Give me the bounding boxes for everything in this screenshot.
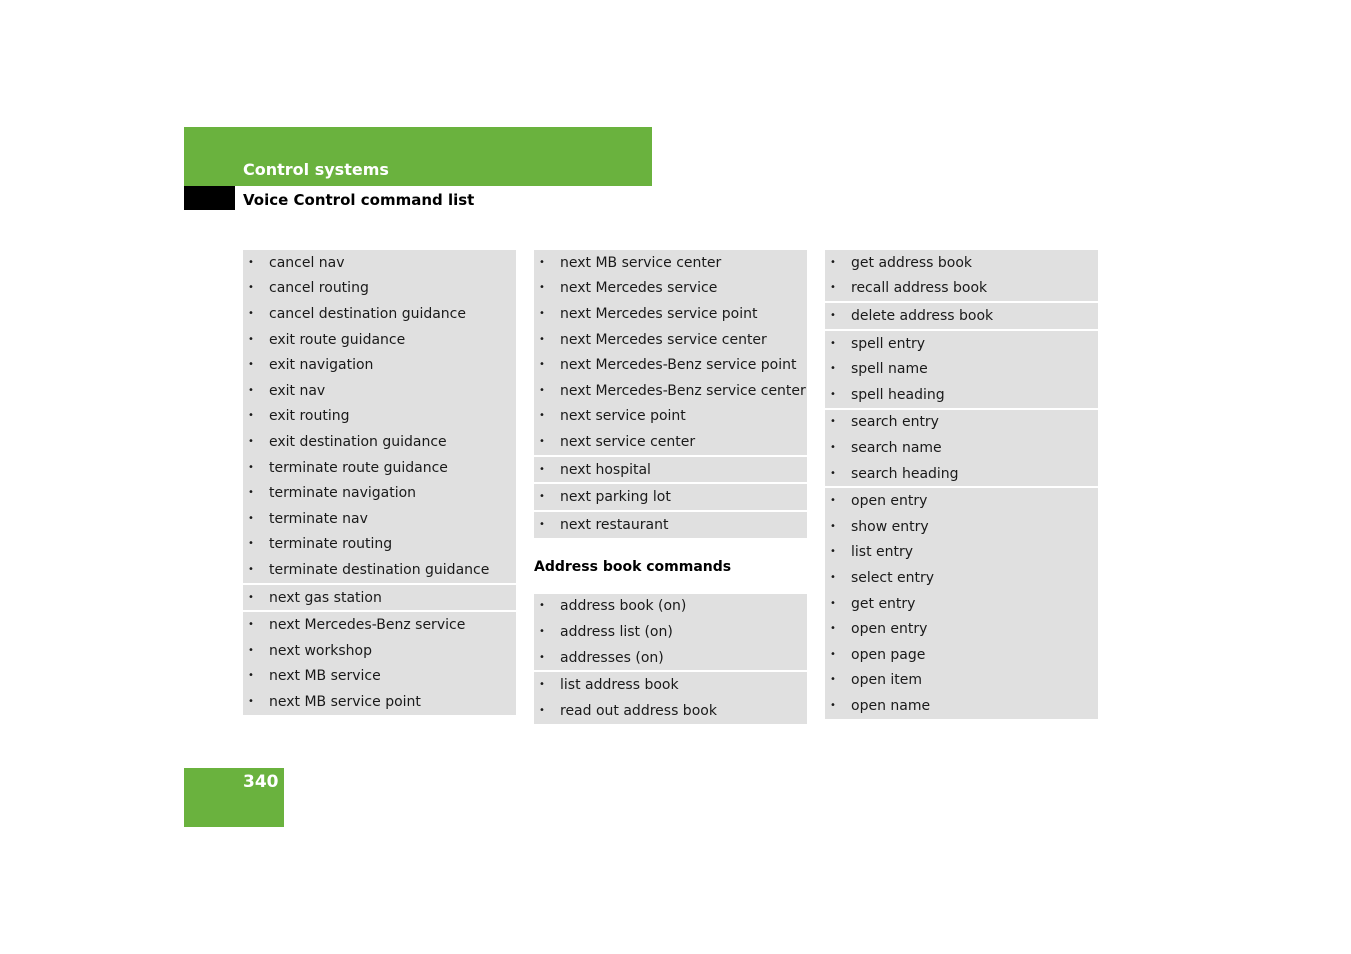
command-text: delete address book bbox=[851, 307, 994, 324]
bullet-icon: • bbox=[539, 307, 545, 319]
list-item bbox=[825, 250, 1098, 276]
list-item bbox=[534, 594, 807, 620]
command-text: exit destination guidance bbox=[269, 433, 447, 450]
bullet-icon: • bbox=[830, 623, 836, 635]
bullet-icon: • bbox=[830, 495, 836, 507]
command-text: get address book bbox=[851, 254, 973, 271]
list-item bbox=[534, 619, 807, 645]
command-text: next service center bbox=[560, 433, 696, 450]
list-item bbox=[534, 276, 807, 302]
bullet-icon: • bbox=[248, 282, 254, 294]
list-item bbox=[825, 591, 1098, 617]
bullet-icon: • bbox=[830, 597, 836, 609]
page-title: Voice Control command list bbox=[243, 191, 475, 209]
command-group bbox=[243, 250, 516, 583]
list-item bbox=[243, 404, 516, 430]
command-text: open name bbox=[851, 697, 931, 714]
list-item bbox=[243, 532, 516, 558]
command-text: exit routing bbox=[269, 408, 350, 425]
command-text: open item bbox=[851, 672, 923, 689]
list-item bbox=[825, 642, 1098, 668]
list-item bbox=[825, 382, 1098, 408]
bullet-icon: • bbox=[248, 410, 254, 422]
command-text: read out address book bbox=[560, 702, 717, 719]
command-text: cancel destination guidance bbox=[269, 305, 466, 322]
bullet-icon: • bbox=[830, 309, 836, 321]
command-column-1 bbox=[243, 250, 516, 715]
command-text: spell heading bbox=[851, 386, 945, 403]
bullet-icon: • bbox=[830, 337, 836, 349]
command-text: next Mercedes service point bbox=[560, 305, 758, 322]
bullet-icon: • bbox=[539, 410, 545, 422]
bullet-icon: • bbox=[248, 591, 254, 603]
bullet-icon: • bbox=[539, 359, 545, 371]
bullet-icon: • bbox=[830, 363, 836, 375]
command-text: next Mercedes service bbox=[560, 280, 718, 297]
command-group bbox=[534, 484, 807, 510]
bullet-icon: • bbox=[248, 538, 254, 550]
bullet-icon: • bbox=[248, 670, 254, 682]
list-item bbox=[825, 356, 1098, 382]
bullet-icon: • bbox=[830, 699, 836, 711]
list-item bbox=[825, 616, 1098, 642]
bullet-icon: • bbox=[248, 695, 254, 707]
command-text: address list (on) bbox=[560, 623, 673, 640]
bullet-icon: • bbox=[248, 512, 254, 524]
list-item bbox=[243, 638, 516, 664]
command-text: cancel routing bbox=[269, 280, 369, 297]
list-item bbox=[243, 250, 516, 276]
list-item bbox=[243, 689, 516, 715]
bullet-icon: • bbox=[830, 520, 836, 532]
bullet-icon: • bbox=[830, 416, 836, 428]
command-text: search name bbox=[851, 439, 942, 456]
list-item bbox=[243, 327, 516, 353]
command-text: open page bbox=[851, 646, 926, 663]
command-text: next workshop bbox=[269, 642, 372, 659]
bullet-icon: • bbox=[539, 384, 545, 396]
list-item bbox=[825, 565, 1098, 591]
command-text: search heading bbox=[851, 465, 959, 482]
command-text: terminate route guidance bbox=[269, 459, 448, 476]
list-item bbox=[534, 352, 807, 378]
bullet-icon: • bbox=[830, 282, 836, 294]
list-item bbox=[825, 276, 1098, 302]
bullet-icon: • bbox=[539, 600, 545, 612]
list-item bbox=[534, 672, 807, 698]
bullet-icon: • bbox=[830, 256, 836, 268]
command-text: terminate routing bbox=[269, 536, 393, 553]
command-text: next service point bbox=[560, 408, 686, 425]
command-text: show entry bbox=[851, 518, 929, 535]
bullet-icon: • bbox=[248, 461, 254, 473]
list-item bbox=[825, 331, 1098, 357]
list-item bbox=[243, 585, 516, 611]
list-item bbox=[243, 276, 516, 302]
bullet-icon: • bbox=[830, 441, 836, 453]
command-text: next restaurant bbox=[560, 516, 669, 533]
command-group bbox=[534, 512, 807, 538]
command-group bbox=[825, 331, 1098, 408]
command-text: next MB service point bbox=[269, 693, 421, 710]
bullet-icon: • bbox=[830, 388, 836, 400]
command-group bbox=[825, 410, 1098, 487]
bullet-icon: • bbox=[539, 704, 545, 716]
list-item bbox=[243, 480, 516, 506]
bullet-icon: • bbox=[539, 435, 545, 447]
command-group bbox=[534, 457, 807, 483]
command-group bbox=[243, 585, 516, 611]
bullet-icon: • bbox=[248, 333, 254, 345]
command-text: next MB service bbox=[269, 668, 381, 685]
command-group bbox=[825, 250, 1098, 301]
command-text: exit nav bbox=[269, 382, 326, 399]
command-text: next MB service center bbox=[560, 254, 722, 271]
bullet-icon: • bbox=[539, 651, 545, 663]
list-item bbox=[243, 429, 516, 455]
list-item bbox=[534, 250, 807, 276]
command-text: address book (on) bbox=[560, 598, 687, 615]
bullet-icon: • bbox=[539, 625, 545, 637]
command-text: next Mercedes-Benz service center bbox=[560, 382, 806, 399]
command-group bbox=[825, 488, 1098, 718]
bullet-icon: • bbox=[830, 546, 836, 558]
command-text: next hospital bbox=[560, 461, 651, 478]
list-item bbox=[825, 488, 1098, 514]
list-item bbox=[534, 457, 807, 483]
command-text: next Mercedes service center bbox=[560, 331, 767, 348]
bullet-icon: • bbox=[539, 518, 545, 530]
bullet-icon: • bbox=[248, 256, 254, 268]
bullet-icon: • bbox=[830, 674, 836, 686]
command-group bbox=[534, 250, 807, 455]
list-item bbox=[534, 484, 807, 510]
command-text: list entry bbox=[851, 544, 914, 561]
command-text: get entry bbox=[851, 595, 916, 612]
list-item bbox=[243, 378, 516, 404]
list-item bbox=[825, 668, 1098, 694]
bullet-icon: • bbox=[539, 491, 545, 503]
command-text: next Mercedes-Benz service point bbox=[560, 357, 797, 374]
list-item bbox=[825, 410, 1098, 436]
command-text: exit navigation bbox=[269, 357, 374, 374]
list-item bbox=[243, 301, 516, 327]
list-item bbox=[243, 352, 516, 378]
list-item bbox=[534, 698, 807, 724]
bullet-icon: • bbox=[830, 571, 836, 583]
command-text: recall address book bbox=[851, 280, 988, 297]
command-text: next gas station bbox=[269, 589, 382, 606]
page-number: 340 bbox=[243, 772, 279, 792]
list-item bbox=[825, 540, 1098, 566]
list-item bbox=[534, 645, 807, 671]
bullet-icon: • bbox=[830, 648, 836, 660]
bullet-icon: • bbox=[248, 384, 254, 396]
bullet-icon: • bbox=[248, 619, 254, 631]
list-item bbox=[534, 512, 807, 538]
list-item bbox=[243, 506, 516, 532]
list-item bbox=[825, 435, 1098, 461]
bullet-icon: • bbox=[248, 563, 254, 575]
list-item bbox=[534, 429, 807, 455]
command-text: spell name bbox=[851, 361, 928, 378]
list-item bbox=[534, 327, 807, 353]
bullet-icon: • bbox=[539, 282, 545, 294]
bullet-icon: • bbox=[248, 487, 254, 499]
bullet-icon: • bbox=[248, 307, 254, 319]
list-item bbox=[534, 378, 807, 404]
command-group bbox=[825, 303, 1098, 329]
section-marker bbox=[184, 186, 235, 210]
command-text: terminate nav bbox=[269, 510, 368, 527]
command-text: addresses (on) bbox=[560, 649, 664, 666]
list-item bbox=[243, 557, 516, 583]
command-text: list address book bbox=[560, 677, 679, 694]
bullet-icon: • bbox=[539, 256, 545, 268]
bullet-icon: • bbox=[248, 644, 254, 656]
command-text: terminate navigation bbox=[269, 485, 417, 502]
command-text: terminate destination guidance bbox=[269, 561, 490, 578]
command-group bbox=[534, 672, 807, 723]
list-item bbox=[243, 612, 516, 638]
command-text: open entry bbox=[851, 493, 928, 510]
list-item bbox=[534, 404, 807, 430]
list-item bbox=[534, 301, 807, 327]
list-item bbox=[825, 514, 1098, 540]
list-item bbox=[243, 664, 516, 690]
command-text: search entry bbox=[851, 414, 939, 431]
command-group bbox=[243, 612, 516, 714]
bullet-icon: • bbox=[248, 435, 254, 447]
section-title: Control systems bbox=[243, 160, 389, 179]
command-text: exit route guidance bbox=[269, 331, 406, 348]
list-item bbox=[825, 303, 1098, 329]
list-item bbox=[825, 461, 1098, 487]
command-text: next parking lot bbox=[560, 489, 671, 506]
list-item bbox=[243, 455, 516, 481]
bullet-icon: • bbox=[830, 467, 836, 479]
command-column-3 bbox=[825, 250, 1098, 719]
bullet-icon: • bbox=[539, 679, 545, 691]
list-item bbox=[825, 693, 1098, 719]
command-group bbox=[534, 594, 807, 671]
command-column-2 bbox=[534, 250, 807, 724]
bullet-icon: • bbox=[248, 359, 254, 371]
command-text: cancel nav bbox=[269, 254, 345, 271]
command-text: next Mercedes-Benz service bbox=[269, 617, 466, 634]
command-text: open entry bbox=[851, 621, 928, 638]
bullet-icon: • bbox=[539, 463, 545, 475]
bullet-icon: • bbox=[539, 333, 545, 345]
sub-heading: Address book commands bbox=[534, 558, 732, 575]
command-text: select entry bbox=[851, 569, 935, 586]
command-text: spell entry bbox=[851, 335, 926, 352]
